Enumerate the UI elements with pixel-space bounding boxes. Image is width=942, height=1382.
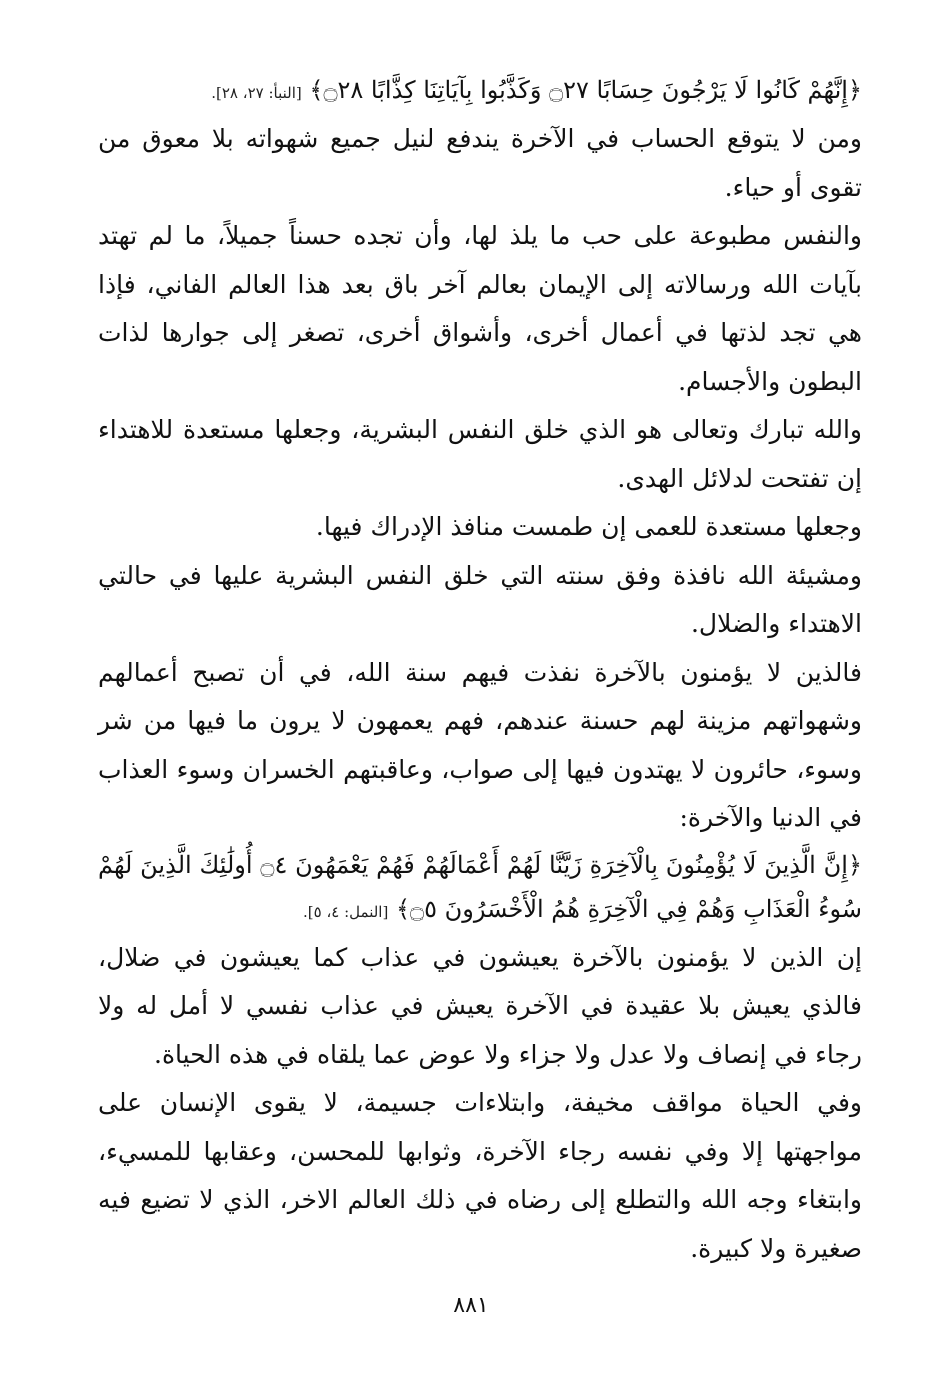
quran-verse-naba [98, 68, 862, 115]
verse-reference: [النبأ: ٢٧، ٢٨]. [211, 84, 302, 102]
paragraph: وجعلها مستعدة للعمى إن طمست منافذ الإدراك فيها. [315, 512, 862, 541]
paragraph: ومن لا يتوقع الحساب في الآخرة يندفع لنيل جميع شهواته بلا معوق من تقوى أو حياء. [98, 124, 862, 202]
verse-text: ﴿إِنَّهُمْ كَانُوا لَا يَرْجُونَ حِسَابًا ۝٢٧ وَكَذَّبُوا بِآيَاتِنَا كِذَّابًا ۝٢٨﴾ [309, 76, 862, 104]
verse-reference: [النمل: ٤، ٥]. [302, 902, 389, 921]
paragraph: والنفس مطبوعة على حب ما يلذ لها، وأن تجده حسناً جميلاً، ما لم تهتد بآيات الله ورسالاته إلى الإيمان بعالم آخر باق بعد هذا العالم الفاني، فإذا هي تجد لذتها في أعمال أخرى، وأشواق أخرى، تصغر إلى جوارها لذات البطون والأجسام. [98, 221, 862, 396]
paragraph: وفي الحياة مواقف مخيفة، وابتلاءات جسيمة، لا يقوى الإنسان على مواجهتها إلا وفي نفسه رجاء الآخرة، وثوابها للمحسن، وعقابها للمسيء، وابتغاء وجه الله والتطلع إلى رضاه في ذلك العالم الاخر، الذي لا تضيع فيه صغيرة ولا كبيرة. [98, 1088, 862, 1263]
verse-text: ﴿إِنَّ الَّذِينَ لَا يُؤْمِنُونَ بِالْآخِرَةِ زَيَّنَّا لَهُمْ أَعْمَالَهُمْ فَهُمْ يَعْمَهُونَ ۝٤ أُولَٰئِكَ الَّذِينَ لَهُمْ سُوءُ الْعَذَابِ وَهُمْ فِي الْآخِرَةِ هُمُ الْأَخْسَرُونَ ۝٥﴾ [98, 850, 863, 923]
paragraph: إن الذين لا يؤمنون بالآخرة يعيشون في عذاب كما يعيشون في ضلال، فالذي يعيش بلا عقيدة في الآخرة يعيش في عذاب نفسي لا أمل له ولا رجاء في إنصاف ولا عدل ولا جزاء ولا عوض عما يلقاه في هذه الحياة. [98, 942, 862, 1069]
page-body [98, 68, 862, 1273]
paragraph: ومشيئة الله نافذة وفق سنته التي خلق النفس البشرية عليها في حالتي الاهتداء والضلال. [98, 560, 862, 638]
paragraph: فالذين لا يؤمنون بالآخرة نفذت فيهم سنة الله، في أن تصبح أعمالهم وشهواتهم مزينة لهم حسنة عندهم، فهم يعمهون لا يرون ما فيها من شر وسوء، حائرون لا يهتدون فيها إلى صواب، وعاقبتهم الخسران وسوء العذاب في الدنيا والآخرة: [98, 657, 862, 832]
page-number: ٨٨١ [453, 1293, 489, 1318]
quran-verse-naml [98, 843, 862, 934]
paragraph: والله تبارك وتعالى هو الذي خلق النفس البشرية، وجعلها مستعدة للاهتداء إن تفتحت لدلائل الهدى. [98, 415, 862, 493]
